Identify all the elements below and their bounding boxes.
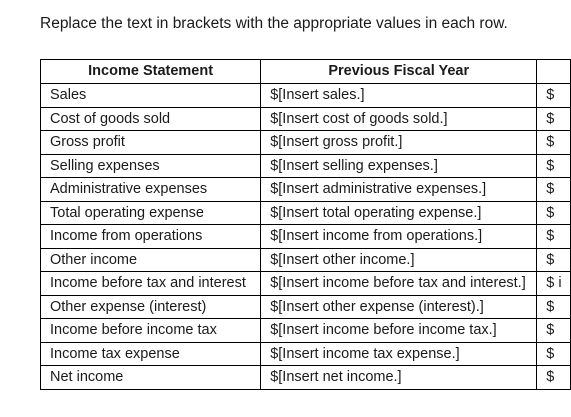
table-row (41, 154, 571, 178)
row-value[interactable]: $[Insert sales.] (261, 84, 537, 108)
row-next-value[interactable]: $ i (537, 272, 571, 296)
row-next-value[interactable]: $ (537, 201, 571, 225)
header-row (41, 60, 571, 84)
header-next-column (537, 60, 571, 84)
row-label: Gross profit (41, 131, 261, 155)
row-next-value[interactable]: $ (537, 295, 571, 319)
row-label: Sales (41, 84, 261, 108)
row-value[interactable]: $[Insert cost of goods sold.] (261, 107, 537, 131)
table-row (41, 319, 571, 343)
row-next-value[interactable]: $ (537, 248, 571, 272)
row-value[interactable]: $[Insert other income.] (261, 248, 537, 272)
row-value[interactable]: $[Insert selling expenses.] (261, 154, 537, 178)
row-next-value[interactable]: $ (537, 131, 571, 155)
row-value[interactable]: $[Insert income before tax and interest.] (261, 272, 537, 296)
row-label: Income before income tax (41, 319, 261, 343)
row-next-value[interactable]: $ (537, 84, 571, 108)
table-row (41, 84, 571, 108)
row-label: Income tax expense (41, 342, 261, 366)
table-row (41, 131, 571, 155)
row-label: Net income (41, 366, 261, 390)
row-label: Other income (41, 248, 261, 272)
row-next-value[interactable]: $ (537, 342, 571, 366)
row-value[interactable]: $[Insert income from operations.] (261, 225, 537, 249)
table-row (41, 272, 571, 296)
table-row (41, 248, 571, 272)
row-next-value[interactable]: $ (537, 225, 571, 249)
row-value[interactable]: $[Insert net income.] (261, 366, 537, 390)
row-label: Total operating expense (41, 201, 261, 225)
row-next-value[interactable]: $ (537, 178, 571, 202)
row-next-value[interactable]: $ (537, 154, 571, 178)
header-previous-fiscal-year: Previous Fiscal Year (261, 60, 537, 84)
table-row (41, 225, 571, 249)
row-value[interactable]: $[Insert total operating expense.] (261, 201, 537, 225)
row-value[interactable]: $[Insert gross profit.] (261, 131, 537, 155)
row-label: Selling expenses (41, 154, 261, 178)
row-value[interactable]: $[Insert income tax expense.] (261, 342, 537, 366)
income-statement-table (40, 59, 571, 390)
row-next-value[interactable]: $ (537, 366, 571, 390)
table-row (41, 295, 571, 319)
table-row (41, 201, 571, 225)
row-next-value[interactable]: $ (537, 107, 571, 131)
row-label: Cost of goods sold (41, 107, 261, 131)
header-income-statement: Income Statement (41, 60, 261, 84)
instruction-text: Replace the text in brackets with the appropriate values in each row. (40, 15, 508, 32)
row-label: Income from operations (41, 225, 261, 249)
row-next-value[interactable]: $ (537, 319, 571, 343)
row-value[interactable]: $[Insert income before income tax.] (261, 319, 537, 343)
table-row (41, 178, 571, 202)
row-value[interactable]: $[Insert administrative expenses.] (261, 178, 537, 202)
row-label: Income before tax and interest (41, 272, 261, 296)
row-label: Administrative expenses (41, 178, 261, 202)
row-value[interactable]: $[Insert other expense (interest).] (261, 295, 537, 319)
row-label: Other expense (interest) (41, 295, 261, 319)
table-row (41, 366, 571, 390)
table-row (41, 342, 571, 366)
table-row (41, 107, 571, 131)
